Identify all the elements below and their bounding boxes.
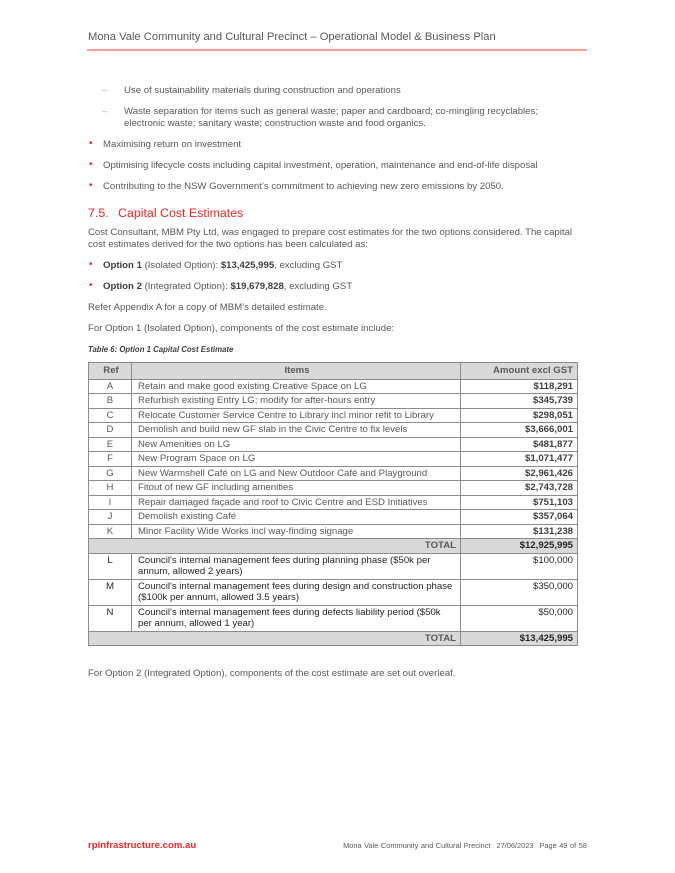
refer-paragraph: Refer Appendix A for a copy of MBM’s detailed estimate. [88, 302, 327, 313]
section-number: 7.5. [88, 206, 109, 220]
table-row [89, 524, 578, 539]
cell-amount: $350,000 [461, 579, 578, 605]
bullet-icon: • [89, 280, 93, 291]
cell-amount: $50,000 [461, 605, 578, 631]
after-table-paragraph: For Option 2 (Integrated Option), components of the cost estimate are set out overleaf. [88, 668, 456, 679]
cell-amount: $751,103 [461, 495, 578, 510]
cell-ref: B [89, 394, 132, 409]
dash-icon: – [102, 85, 108, 96]
cell-item: Demolish and build new GF slab in the Civic Centre to fix levels [132, 423, 461, 438]
cell-amount: $345,739 [461, 394, 578, 409]
cell-item: New Program Space on LG [132, 452, 461, 467]
bullet-list-item [88, 160, 578, 172]
option-amount: $13,425,995 [220, 260, 275, 271]
table-row [89, 495, 578, 510]
cell-item: Repair damaged façade and roof to Civic Centre and ESD Initiatives [132, 495, 461, 510]
table-row [89, 510, 578, 525]
cell-item: Council's internal management fees during planning phase ($50k per annum, allowed 2 years) [132, 553, 461, 579]
cell-amount: $100,000 [461, 553, 578, 579]
section-title: Capital Cost Estimates [118, 206, 244, 220]
cell-item: New Amenities on LG [132, 437, 461, 452]
dash-icon: – [102, 106, 108, 117]
cell-item: Relocate Customer Service Centre to Library incl minor refit to Library [132, 408, 461, 423]
footer-meta [343, 841, 587, 850]
list-item-text: Maximising return on investment [103, 139, 242, 150]
option-amount: $19,679,828 [230, 281, 284, 292]
page-content [88, 85, 578, 689]
header-ref: Ref [89, 363, 132, 380]
table-row [89, 379, 578, 394]
table-header-row [89, 363, 578, 380]
list-item-text: Contributing to the NSW Government’s commitment to achieving new zero emissions by 2050. [103, 181, 504, 192]
header-amount: Amount excl GST [461, 363, 578, 380]
table-row [89, 466, 578, 481]
cell-item: Refurbish existing Entry LG; modify for after-hours entry [132, 394, 461, 409]
cell-item: Retain and make good existing Creative Space on LG [132, 379, 461, 394]
cell-item: New Warmshell Café on LG and New Outdoor Café and Playground [132, 466, 461, 481]
section-heading [88, 207, 578, 219]
footer-doc-title: Mona Vale Community and Cultural Precinct [343, 841, 491, 850]
bullet-icon: • [89, 138, 93, 149]
capital-cost-table [88, 362, 578, 646]
option-desc: (Integrated Option): [141, 281, 231, 292]
option-label: Option 1 [103, 260, 142, 271]
list-item-text: Use of sustainability materials during construction and operations [124, 85, 401, 96]
cell-ref: G [89, 466, 132, 481]
bullet-list-item [88, 181, 578, 193]
footer-page-number: Page 49 of 58 [539, 841, 587, 850]
table-row [89, 437, 578, 452]
cell-amount: $357,064 [461, 510, 578, 525]
bullet-icon: • [89, 259, 93, 270]
bullet-list-item [88, 139, 578, 151]
subtotal-row [89, 539, 578, 554]
cell-ref: H [89, 481, 132, 496]
cell-ref: M [89, 579, 132, 605]
cell-ref: C [89, 408, 132, 423]
cell-amount: $2,961,426 [461, 466, 578, 481]
list-item-text: Optimising lifecycle costs including capital investment, operation, maintenance and end-of-life disposal [103, 160, 538, 171]
cell-ref: A [89, 379, 132, 394]
list-item-text: Waste separation for items such as general waste; paper and cardboard; co-mingling recyclables; electronic waste; sanitary waste; construction waste and food organics. [124, 106, 538, 129]
cell-ref: L [89, 553, 132, 579]
running-header-title: Mona Vale Community and Cultural Precinct – Operational Model & Business Plan [88, 31, 496, 43]
cell-item: Demolish existing Café [132, 510, 461, 525]
subtotal-amount: $12,925,995 [461, 539, 578, 554]
total-label: TOTAL [89, 631, 461, 646]
total-amount: $13,425,995 [461, 631, 578, 646]
option1-intro-paragraph: For Option 1 (Isolated Option), components of the cost estimate include: [88, 323, 395, 334]
cell-amount: $1,071,477 [461, 452, 578, 467]
option-suffix: , excluding GST [283, 281, 353, 292]
cell-amount: $131,238 [461, 524, 578, 539]
cell-ref: N [89, 605, 132, 631]
table-row [89, 605, 578, 631]
cell-ref: K [89, 524, 132, 539]
intro-paragraph: Cost Consultant, MBM Pty Ltd, was engaged to prepare cost estimates for the two options considered. The capital cost estimates derived for the two options has been calculated as: [88, 227, 573, 250]
total-row [89, 631, 578, 646]
footer-date: 27/06/2023 [496, 841, 534, 850]
cell-ref: I [89, 495, 132, 510]
table-row [89, 579, 578, 605]
cell-amount: $298,051 [461, 408, 578, 423]
header-divider [87, 49, 587, 51]
cell-ref: J [89, 510, 132, 525]
option-bullet [88, 281, 578, 293]
cell-ref: F [89, 452, 132, 467]
cell-amount: $3,666,001 [461, 423, 578, 438]
option-bullet [88, 260, 578, 272]
option-desc: (Isolated Option): [141, 260, 221, 271]
bullet-icon: • [89, 180, 93, 191]
cell-amount: $118,291 [461, 379, 578, 394]
table-row [89, 452, 578, 467]
header-items: Items [132, 363, 461, 380]
dash-list-item [88, 85, 578, 97]
cell-amount: $481,877 [461, 437, 578, 452]
table-row [89, 423, 578, 438]
table-row [89, 408, 578, 423]
option-suffix: , excluding GST [274, 260, 343, 271]
table-row [89, 394, 578, 409]
dash-list-item [88, 106, 578, 130]
footer-website-link[interactable]: rpinfrastructure.com.au [88, 840, 197, 851]
subtotal-label: TOTAL [89, 539, 461, 554]
cell-item: Fitout of new GF including amenities [132, 481, 461, 496]
cell-item: Minor Facility Wide Works incl way-finding signage [132, 524, 461, 539]
table-caption: Table 6: Option 1 Capital Cost Estimate [88, 345, 234, 354]
table-row [89, 553, 578, 579]
cell-item: Council's internal management fees during design and construction phase ($100k per annum, allowed 3.5 years) [132, 579, 461, 605]
cell-item: Council's internal management fees during defects liability period ($50k per annum, allowed 1 year) [132, 605, 461, 631]
table-row [89, 481, 578, 496]
bullet-icon: • [89, 159, 93, 170]
cell-ref: E [89, 437, 132, 452]
cell-amount: $2,743,728 [461, 481, 578, 496]
cell-ref: D [89, 423, 132, 438]
option-label: Option 2 [103, 281, 142, 292]
